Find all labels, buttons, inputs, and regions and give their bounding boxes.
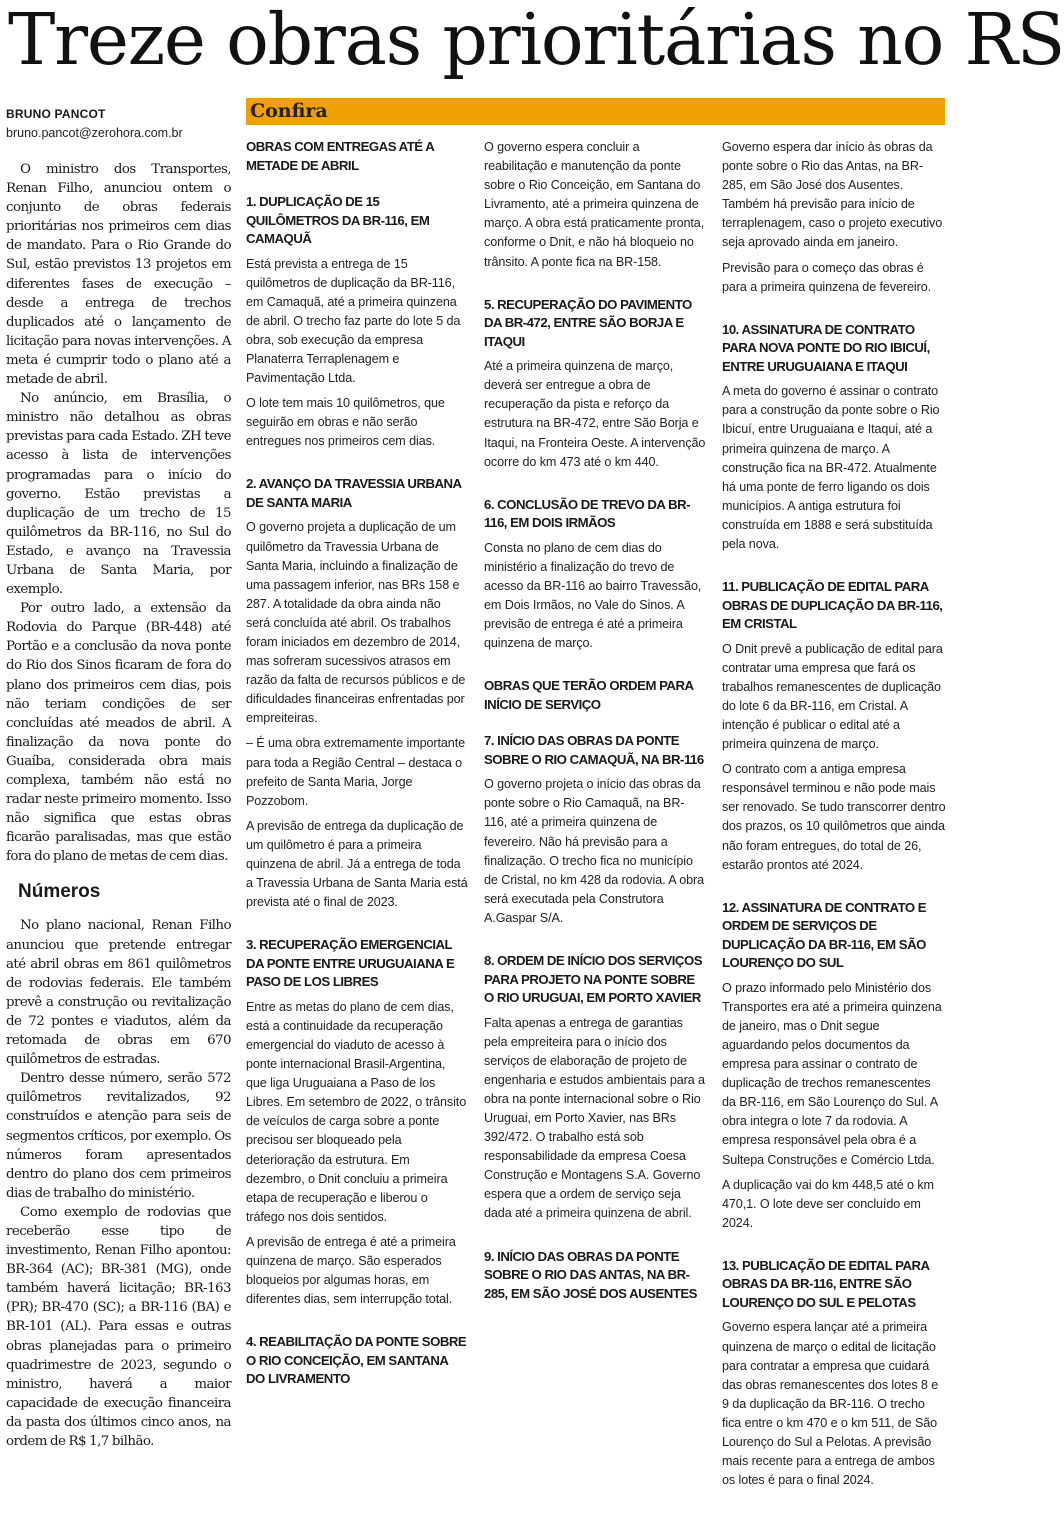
list-item bbox=[484, 296, 706, 472]
list-item bbox=[722, 578, 946, 875]
item-title: 6. CONCLUSÃO DE TREVO DA BR-116, EM DOIS IRMÃOS bbox=[484, 496, 691, 531]
item-text: O prazo informado pelo Ministério dos Transportes era até a primeira quinzena de janeiro, mas o Dnit segue aguardando pelos documentos da empresa para assinar o contrato de duplicação de trechos remanescentes da BR-116, em São Lourenço do Sul. A obra integra o lote 7 da rodovia. A empresa responsável pela obra é a Sultepa Construções e Comércio Ltda. bbox=[722, 980, 942, 1167]
item-text: Previsão para o começo das obras é para a primeira quinzena de fevereiro. bbox=[722, 260, 932, 294]
headline: Treze obras prioritárias no RS bbox=[8, 0, 1064, 81]
confira-column-1 bbox=[246, 138, 468, 1413]
article-paragraph: Como exemplo de rodovias que receberão esse tipo de investimento, Renan Filho apontou: BR-364 (AC); BR-381 (MG), onde também haverá licitação; BR-163 (PR); BR-470 (SC); a BR-116 (BA) e BR-101 (AL). Para essas e outras obras planejadas para o primeiro quadrimestre de 2023, segundo o ministro, haverá a maior capacidade de execução financeira da pasta dos últimos cinco anos, na ordem de R$ 1,7 bilhão. bbox=[6, 1204, 231, 1449]
item-text: Até a primeira quinzena de março, deverá ser entregue a obra de recuperação da pista e reforço da estrutura na BR-472, entre São Borja e Itaqui, na Fronteira Oeste. A intervenção ocorre do km 473 até o km 440. bbox=[484, 359, 706, 469]
byline bbox=[6, 106, 236, 142]
item-title: 9. INÍCIO DAS OBRAS DA PONTE SOBRE O RIO DAS ANTAS, NA BR-285, EM SÃO JOSÉ DOS AUSENTES bbox=[484, 1248, 697, 1301]
item-title: 10. ASSINATURA DE CONTRATO PARA NOVA PONTE DO RIO IBICUÍ, ENTRE URUGUAIANA E ITAQUI bbox=[722, 321, 930, 374]
item-title: 7. INÍCIO DAS OBRAS DA PONTE SOBRE O RIO CAMAQUÃ, NA BR-116 bbox=[484, 733, 704, 767]
item-text: O governo espera concluir a reabilitação e manutenção da ponte sobre o Rio Conceição, em Santana do Livramento, até a primeira quinzena de março. A obra está praticamente pronta, conforme o Dnit, e não há bloqueio no trânsito. A ponte fica na BR-158. bbox=[484, 140, 705, 269]
item-title: 1. DUPLICAÇÃO DE 15 QUILÔMETROS DA BR-116, EM CAMAQUÃ bbox=[246, 194, 430, 246]
item-text: Governo espera dar início às obras da ponte sobre o Rio das Antas, na BR-285, em São José dos Ausentes. Também há previsão para início de terraplenagem, caso o projeto executivo seja aprovado ainda em janeiro. bbox=[722, 140, 943, 250]
list-item bbox=[246, 1333, 468, 1389]
list-item bbox=[722, 321, 946, 554]
item-text: Está prevista a entrega de 15 quilômetros de duplicação da BR-116, em Camaquã, até a primeira quinzena de abril. O trecho faz parte do lote 5 da obra, sob execução da empresa Planaterra Terraplenagem e Pavimentação Ltda. bbox=[246, 256, 461, 386]
item-text: – É uma obra extremamente importante para toda a Região Central – destaca o prefeito de Santa Maria, Jorge Pozzobom. bbox=[246, 736, 465, 808]
item-text: Consta no plano de cem dias do ministério a finalização do trevo de acesso da BR-116 ao bairro Travessão, em Dois Irmãos, no Vale do Sinos. A previsão de entrega é até a primeira quinzena de março. bbox=[484, 540, 702, 651]
item-text: A previsão de entrega da duplicação de um quilômetro é para a primeira quinzena de abril. Já a entrega de toda a Travessia Urbana de Santa Maria está prevista até o final de 2023. bbox=[246, 818, 468, 910]
main-article bbox=[6, 160, 231, 1451]
item-title: 3. RECUPERAÇÃO EMERGENCIAL DA PONTE ENTRE URUGUAIANA E PASO DE LOS LIBRES bbox=[246, 937, 455, 990]
item-title: 5. RECUPERAÇÃO DO PAVIMENTO DA BR-472, ENTRE SÃO BORJA E ITAQUI bbox=[484, 296, 692, 349]
author-email[interactable]: bruno.pancot@zerohora.com.br bbox=[6, 126, 183, 140]
confira-column-3 bbox=[722, 138, 946, 1514]
item-text: O contrato com a antiga empresa responsável terminou e não pode mais ser renovado. Se tudo transcorrer dentro dos prazos, os 10 quilômetros que ainda não foram entregues, do total de 26, estarão prontos até 2024. bbox=[722, 762, 946, 872]
article-paragraph: No anúncio, em Brasília, o ministro não detalhou as obras previstas para cada Estado. ZH teve acesso à lista de intervenções programadas para o início do governo. Estão previstas a duplicação de um trecho de 15 quilômetros da BR-116, no Sul do Estado, e avanço na Travessia Urbana de Santa Maria, por exemplo. bbox=[6, 391, 231, 598]
list-item bbox=[484, 496, 706, 654]
list-item bbox=[246, 936, 468, 1309]
confira-column-2 bbox=[484, 138, 706, 1327]
item-title: 2. AVANÇO DA TRAVESSIA URBANA DE SANTA MARIA bbox=[246, 476, 462, 510]
list-item bbox=[246, 475, 468, 912]
article-paragraph: O ministro dos Transportes, Renan Filho, anunciou ontem o conjunto de obras federais prioritárias nos primeiros cem dias de mandato. Para o Rio Grande do Sul, estão previstos 13 projetos em diferentes fases de execução – desde a entrega de trechos duplicados até o lançamento de licitação para novas intervenções. A meta é cumprir todo o plano até a metade de abril. bbox=[6, 162, 231, 388]
item-title: 13. PUBLICAÇÃO DE EDITAL PARA OBRAS DA BR-116, ENTRE SÃO LOURENÇO DO SUL E PELOTAS bbox=[722, 1257, 930, 1310]
confira-banner bbox=[246, 98, 945, 125]
list-item bbox=[484, 732, 706, 928]
item-title: 8. ORDEM DE INÍCIO DOS SERVIÇOS PARA PROJETO NA PONTE SOBRE O RIO URUGUAI, EM PORTO XAVIER bbox=[484, 953, 703, 1006]
item-text: Falta apenas a entrega de garantias pela empreiteira para o início dos serviços de elaboração de projeto de engenharia e estudos ambientais para a obra na ponte internacional sobre o Rio Uruguai, em Porto Xavier, nas BRs 392/472. O trabalho está sob responsabilidade da empresa Coesa Construção e Montagens S.A. Governo espera que a ordem de serviço seja dada até a primeira quinzena de abril. bbox=[484, 1015, 705, 1221]
list-item bbox=[722, 138, 946, 297]
section-heading: OBRAS QUE TERÃO ORDEM PARA INÍCIO DE SERVIÇO bbox=[484, 678, 693, 712]
item-text: Entre as metas do plano de cem dias, está a continuidade da recuperação emergencial do viaduto de acesso à ponte internacional Brasil-Argentina, que liga Uruguaiana a Paso de los Libres. Em setembro de 2022, o trânsito de veículos de carga sobre a ponte precisou ser bloqueado pela deterioração da estrutura. Em dezembro, o Dnit concluiu a primeira etapa de recuperação e liberou o tráfego nos dois sentidos. bbox=[246, 999, 467, 1224]
list-item bbox=[722, 1257, 946, 1490]
item-title: 11. PUBLICAÇÃO DE EDITAL PARA OBRAS DE DUPLICAÇÃO DA BR-116, EM CRISTAL bbox=[722, 579, 943, 632]
list-item bbox=[484, 1248, 706, 1304]
item-text: A previsão de entrega é até a primeira quinzena de março. São esperados bloqueios por algumas horas, em diferentes dias, sem interrupção total. bbox=[246, 1234, 456, 1307]
confira-label: Confira bbox=[250, 100, 328, 122]
item-text: O lote tem mais 10 quilômetros, que seguirão em obras e não serão entregues nos primeiros cem dias. bbox=[246, 396, 445, 449]
item-text: O governo projeta o início das obras da ponte sobre o Rio Camaquã, na BR-116, até a primeira quinzena de fevereiro. Não há previsão para a finalização. O trecho fica no município de Cristal, no km 428 da rodovia. A obra será executada pela Construtora A.Gaspar S/A. bbox=[484, 777, 705, 925]
list-item bbox=[484, 138, 706, 272]
item-text: O governo projeta a duplicação de um quilômetro da Travessia Urbana de Santa Maria, incluindo a finalização de uma passagem inferior, nas BRs 158 e 287. A totalidade da obra ainda não será concluída até abril. Os trabalhos foram iniciados em dezembro de 2014, mas sofreram sucessivos atrasos em razão da falta de recursos públicos e de dificuldades financeiras enfrentadas por empreiteiras. bbox=[246, 520, 466, 726]
article-paragraph: Por outro lado, a extensão da Rodovia do Parque (BR-448) até Portão e a conclusão da nova ponte do Rio dos Sinos ficaram de fora do plano dos primeiros cem dias, pois não teriam condições de ser concluídas até meados de abril. A finalização da nova ponte do Guaíba, considerada obra mais complexa, também não está no radar neste primeiro momento. Isso não significa que estas obras ficarão paralisadas, mas que estão fora do plano de metas de cem dias. bbox=[6, 601, 231, 865]
item-title: 12. ASSINATURA DE CONTRATO E ORDEM DE SERVIÇOS DE DUPLICAÇÃO DA BR-116, EM SÃO LOURENÇO DO SUL bbox=[722, 899, 927, 971]
author-name: BRUNO PANCOT bbox=[6, 107, 106, 121]
list-item bbox=[722, 899, 946, 1233]
item-text: Governo espera lançar até a primeira quinzena de março o edital de licitação para contratar a empresa que cuidará das obras remanescentes dos lotes 8 e 9 da duplicação da BR-116. O trecho fica entre o km 470 e o km 511, de São Lourenço do Sul a Pelotas. A previsão mais recente para a entrega de ambos os lotes é para o final 2024. bbox=[722, 1320, 939, 1488]
numeros-subhead: Números bbox=[18, 881, 101, 903]
section-heading: OBRAS COM ENTREGAS ATÉ A METADE DE ABRIL bbox=[246, 139, 434, 173]
article-paragraph: Dentro desse número, serão 572 quilômetros revitalizados, 92 construídos e atenção para seis de segmentos críticos, por exemplo. Os números foram apresentados dentro do plano dos cem primeiros dias de trabalho do ministério. bbox=[6, 1071, 231, 1201]
item-text: O Dnit prevê a publicação de edital para contratar uma empresa que fará os trabalhos remanescentes de duplicação do lote 6 da BR-116, em Cristal. A intenção é publicar o edital até a primeira quinzena de março. bbox=[722, 641, 943, 752]
item-title: 4. REABILITAÇÃO DA PONTE SOBRE O RIO CONCEIÇÃO, EM SANTANA DO LIVRAMENTO bbox=[246, 1334, 467, 1387]
item-text: A duplicação vai do km 448,5 até o km 470,1. O lote deve ser concluído em 2024. bbox=[722, 1177, 934, 1230]
item-text: A meta do governo é assinar o contrato para a construção da ponte sobre o Rio Ibicuí, entre Uruguaiana e Itaqui, até a primeira quinzena de março. A construção fica na BR-472. Atualmente há uma ponte de ferro ligando os dois municípios. A antiga estrutura foi construída em 1888 e será substituída pela nova. bbox=[722, 384, 940, 551]
article-paragraph: No plano nacional, Renan Filho anunciou que pretende entregar até abril obras em 861 quilômetros de rodovias federais. Ele também prevê a construção ou revitalização de 72 pontes e viadutos, além da retomada de obras em 670 quilômetros de estradas. bbox=[6, 918, 231, 1068]
list-item bbox=[484, 952, 706, 1224]
list-item bbox=[246, 193, 468, 451]
